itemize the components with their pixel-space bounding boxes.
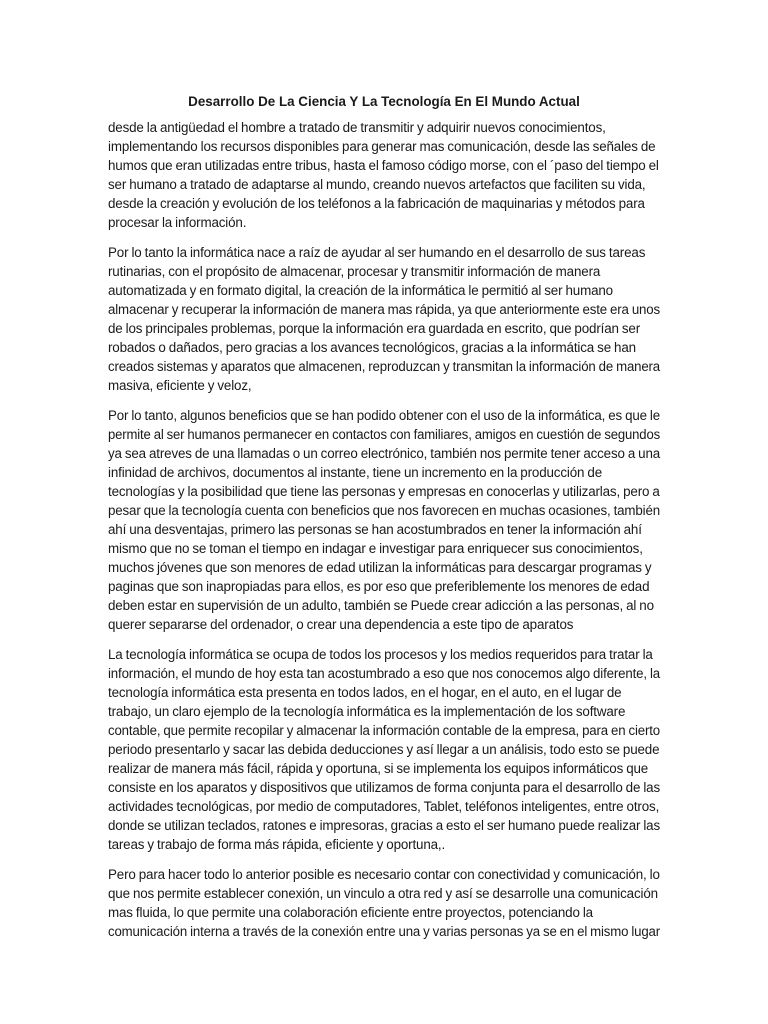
paragraph-line: almacenar y recuperar la información de manera mas rápida, ya que anteriormente este era unos (108, 302, 661, 317)
paragraph-line: desde la antigüedad el hombre a tratado de transmitir y adquirir nuevos conocimientos, (108, 120, 606, 135)
body-paragraph (108, 406, 660, 634)
body-paragraph (108, 118, 660, 232)
paragraph-line: humos que eran utilizadas entre tribus, hasta el famoso código morse, con el ´paso del tiempo el (108, 158, 659, 173)
paragraph-line: rutinarias, con el propósito de almacenar, procesar y transmitir información de manera (108, 264, 601, 279)
paragraph-line: ser humano a tratado de adaptarse al mundo, creando nuevos artefactos que faciliten su vida, (108, 177, 646, 192)
paragraph-line: periodo presentarlo y sacar las debida deducciones y así llegar a un análisis, todo esto se puede (108, 742, 660, 757)
paragraph-line: procesar la información. (108, 215, 247, 230)
paragraph-line: comunicación interna a través de la conexión entre una y varias personas ya se en el mismo lugar (108, 924, 661, 939)
paragraph-list (108, 118, 660, 941)
paragraph-line: paginas que son inapropiadas para ellos, es por eso que preferiblemente los menores de edad (108, 579, 650, 594)
paragraph-line: masiva, eficiente y veloz, (108, 378, 252, 393)
paragraph-line: consiste en los aparatos y dispositivos que utilizamos de forma conjunta para el desarrollo de las (108, 780, 660, 795)
paragraph-line: La tecnología informática se ocupa de todos los procesos y los medios requeridos para tratar la (108, 647, 653, 662)
paragraph-line: mismo que no se toman el tiempo en indagar e investigar para enriquecer sus conocimientos, (108, 541, 643, 556)
paragraph-line: actividades tecnológicas, por medio de computadores, Tablet, teléfonos inteligentes, entre otros, (108, 799, 660, 814)
paragraph-line: trabajo, un claro ejemplo de la tecnología informática es la implementación de los software (108, 704, 626, 719)
paragraph-line: querer separarse del ordenador, o crear una dependencia a este tipo de aparatos (108, 617, 574, 632)
paragraph-line: de los principales problemas, porque la información era guardada en escrito, que podrían ser (108, 321, 641, 336)
paragraph-line: implementando los recursos disponibles para generar mas comunicación, desde las señales de (108, 139, 656, 154)
paragraph-line: realizar de manera más fácil, rápida y oportuna, si se implementa los equipos informáticos que (108, 761, 649, 776)
paragraph-line: tecnología informática esta presenta en todos lados, en el hogar, en el auto, en el lugar de (108, 685, 622, 700)
paragraph-line: automatizada y en formato digital, la creación de la informática le permitió al ser humano (108, 283, 613, 298)
paragraph-line: deben estar en supervisión de un adulto, también se Puede crear adicción a las personas, al no (108, 598, 654, 613)
paragraph-line: creados sistemas y aparatos que almacenen, reproduzcan y transmitan la información de manera (108, 359, 661, 374)
paragraph-line: ahí una desventajas, primero las personas se han acostumbrados en tener la información ahí (108, 522, 642, 537)
document-body (108, 92, 660, 952)
paragraph-line: contable, que permite recopilar y almacenar la información contable de la empresa, para en cierto (108, 723, 660, 738)
paragraph-line: que nos permite establecer conexión, un vinculo a otra red y así se desarrolle una comunicación (108, 886, 658, 901)
paragraph-line: Por lo tanto, algunos beneficios que se han podido obtener con el uso de la informática, es que le (108, 408, 661, 423)
paragraph-line: tecnologías y la posibilidad que tiene las personas y empresas en conocerlas y utilizarlas, pero a (108, 484, 660, 499)
paragraph-line: donde se utilizan teclados, ratones e impresoras, gracias a esto el ser humano puede realizar las (108, 818, 660, 833)
paragraph-line: desde la creación y evolución de los teléfonos a la fabricación de maquinarias y métodos para (108, 196, 645, 211)
paragraph-line: Por lo tanto la informática nace a raíz de ayudar al ser humando en el desarrollo de sus tareas (108, 245, 646, 260)
paragraph-line: infinidad de archivos, documentos al instante, tiene un incremento en la producción de (108, 465, 602, 480)
paragraph-line: ya sea atreves de una llamadas o un correo electrónico, también nos permite tener acceso a una (108, 446, 661, 461)
paragraph-line: muchos jóvenes que son menores de edad utilizan la informáticas para descargar programas y (108, 560, 652, 575)
paragraph-line: Pero para hacer todo lo anterior posible es necesario contar con conectividad y comunicación, lo (108, 867, 660, 882)
paragraph-line: información, el mundo de hoy esta tan acostumbrado a eso que nos conocemos algo diferente, la (108, 666, 660, 681)
paragraph-line: mas fluida, lo que permite una colaboración eficiente entre proyectos, potenciando la (108, 905, 593, 920)
paragraph-line: tareas y trabajo de forma más rápida, eficiente y oportuna,. (108, 837, 446, 852)
document-title: Desarrollo De La Ciencia Y La Tecnología En El Mundo Actual (188, 94, 580, 109)
paragraph-line: permite al ser humanos permanecer en contactos con familiares, amigos en cuestión de segundos (108, 427, 661, 442)
paragraph-line: pesar que la tecnología cuenta con beneficios que nos favorecen en muchas ocasiones, también (108, 503, 661, 518)
body-paragraph (108, 645, 660, 854)
body-paragraph (108, 865, 660, 941)
body-paragraph (108, 243, 660, 395)
paragraph-line: robados o dañados, pero gracias a los avances tecnológicos, gracias a la informática se han (108, 340, 636, 355)
